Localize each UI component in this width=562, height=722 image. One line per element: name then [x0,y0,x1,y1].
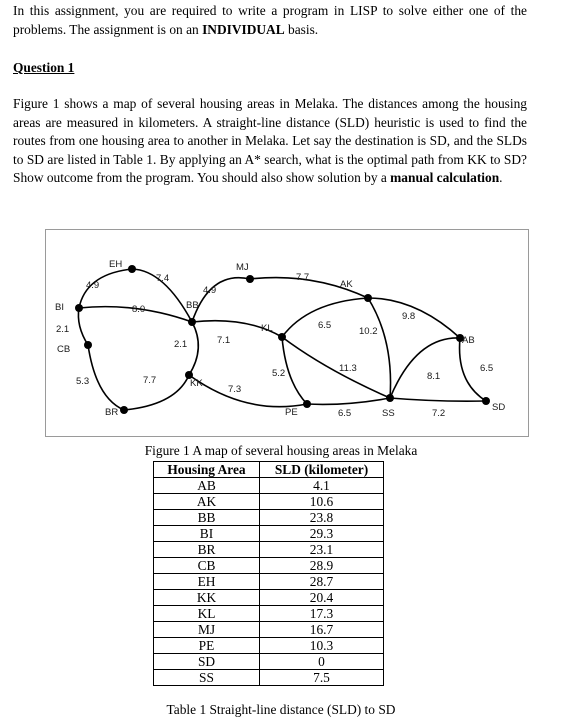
table-row [154,670,384,686]
map-edge-distance-label: 8.1 [427,371,441,382]
table-cell-area: CB [154,558,260,574]
map-edge-distance-label: 10.2 [359,326,378,337]
table-cell-sld: 17.3 [260,606,384,622]
housing-map-figure [45,229,529,437]
intro-text-end: basis. [284,21,319,37]
map-edge-kl-ak [282,298,368,337]
map-node-label: SS [382,408,395,419]
map-node-sd [482,397,490,405]
map-node-label: BB [186,300,199,311]
map-node-label: AB [462,335,475,346]
table-caption: Table 1 Straight-line distance (SLD) to SD [166,702,396,717]
table-cell-area: BR [154,542,260,558]
table-cell-area: PE [154,638,260,654]
map-edge-ak-ss [368,298,391,398]
map-edge-distance-label: 2.1 [56,324,70,335]
map-edge-ss-ab [390,338,460,398]
map-edge-distance-label: 8.0 [132,304,146,315]
map-nodes [75,265,490,414]
map-node-label: SD [492,402,506,413]
map-edge-distance-label: 6.5 [338,408,352,419]
map-edge-kl-ss [282,337,390,398]
table-cell-sld: 7.5 [260,670,384,686]
map-edge-distance-label: 9.8 [402,311,416,322]
figure-caption: Figure 1 A map of several housing areas in Melaka [144,443,418,458]
question-heading: Question 1 [13,60,75,75]
map-edge-kk-pe [189,375,307,407]
map-node-ak [364,294,372,302]
table-row [154,558,384,574]
table-cell-sld: 20.4 [260,590,384,606]
table-cell-sld: 10.3 [260,638,384,654]
table-cell-area: MJ [154,622,260,638]
map-edge-kl-pe [282,337,307,404]
table-row [154,654,384,670]
map-node-pe [303,400,311,408]
map-node-label: MJ [236,262,249,273]
map-edge-distance-label: 4.9 [203,285,217,296]
table-cell-sld: 0 [260,654,384,670]
table-header-area: Housing Area [154,462,260,478]
map-node-label: PE [285,407,298,418]
map-node-bb [188,318,196,326]
map-edge-ss-sd [390,398,486,401]
map-edge-distance-label: 5.2 [272,368,286,379]
map-node-eh [128,265,136,273]
table-header-row [154,462,384,478]
intro-bold-text: INDIVIDUAL [202,21,285,37]
table-cell-sld: 28.7 [260,574,384,590]
map-node-kl [278,333,286,341]
table-row [154,622,384,638]
table-body [154,478,384,686]
map-edge-br-kk [124,375,189,410]
map-node-label: KL [261,323,273,334]
map-edge-distance-label: 5.3 [76,376,90,387]
map-edge-distance-label: 7.7 [296,272,310,283]
table-cell-sld: 28.9 [260,558,384,574]
map-edge-distance-label: 4.9 [86,280,100,291]
map-edge-distance-label: 2.1 [174,339,188,350]
map-node-label: AK [340,279,353,290]
table-cell-area: SD [154,654,260,670]
table-cell-area: AB [154,478,260,494]
table-cell-area: KK [154,590,260,606]
table-cell-area: SS [154,670,260,686]
map-edge-distance-label: 11.3 [339,363,357,374]
map-node-label: BI [55,302,64,313]
map-edge-pe-ss [307,398,390,404]
table-header-sld: SLD (kilometer) [260,462,384,478]
map-edge-distance-label: 7.7 [143,375,157,386]
intro-paragraph [13,2,527,39]
map-node-br [120,406,128,414]
map-edge-distance-label: 6.5 [480,363,494,374]
question-bold-text: manual calculation [390,170,500,186]
table-cell-sld: 16.7 [260,622,384,638]
table-row [154,510,384,526]
map-node-label: KK [190,378,203,389]
map-node-mj [246,275,254,283]
map-edge-distance-label: 7.1 [217,335,231,346]
map-edge-distance-label: 7.4 [156,273,170,284]
map-node-label: CB [57,344,71,355]
table-cell-area: AK [154,494,260,510]
map-node-ss [386,394,394,402]
table-row [154,526,384,542]
table-cell-area: BB [154,510,260,526]
table-row [154,478,384,494]
table-row [154,574,384,590]
table-cell-area: EH [154,574,260,590]
map-edge-distance-label: 7.2 [432,408,446,419]
intro-text: In this assignment, you are required to write a program in LISP to solve either one of the problems. The assignment is on an [13,3,527,37]
table-cell-sld: 29.3 [260,526,384,542]
question-text-end: . [499,170,503,186]
map-edge-distance-label: 7.3 [228,384,242,395]
table-row [154,494,384,510]
map-node-label: BR [105,407,119,418]
question-text: Figure 1 shows a map of several housing areas in Melaka. The distances among the housing areas are measured in kilometers. A straight-line distance (SLD) heuristic is used to find the routes from one housing area to another in Melaka. Let say the destination is SD, and the SLDs to SD are listed in Table 1. By applying an A* search, what is the optimal path from KK to SD? Show outcome from the program. You should also show solution by a [13,96,527,186]
question-paragraph [13,95,527,188]
table-row [154,606,384,622]
map-edge-cb-br [88,345,124,410]
map-node-bi [75,304,83,312]
table-row [154,542,384,558]
map-edge-distance-label: 6.5 [318,320,332,331]
map-edge-bi-cb [78,308,88,345]
table-row [154,638,384,654]
table-cell-sld: 4.1 [260,478,384,494]
sld-table [153,461,384,686]
table-cell-sld: 23.8 [260,510,384,526]
table-cell-sld: 23.1 [260,542,384,558]
housing-map [46,230,530,438]
table-cell-sld: 10.6 [260,494,384,510]
table-cell-area: KL [154,606,260,622]
map-node-label: EH [109,259,123,270]
map-edge-bb-mj [192,278,250,322]
table-row [154,590,384,606]
map-edge-bb-kk [189,322,198,375]
map-node-cb [84,341,92,349]
table-cell-area: BI [154,526,260,542]
